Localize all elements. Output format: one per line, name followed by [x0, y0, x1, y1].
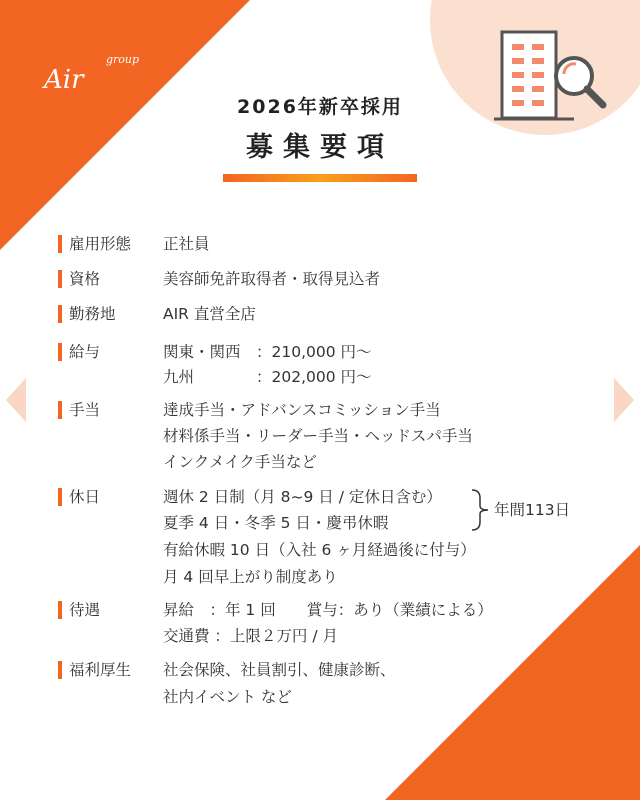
- row-value: 正社員: [163, 235, 210, 253]
- row-label: 勤務地: [69, 305, 116, 323]
- chevron-left-icon[interactable]: [6, 378, 26, 422]
- row-marker: [58, 401, 62, 419]
- annual-holidays-note: 年間113日: [494, 501, 571, 519]
- row-value: 夏季 4 日・冬季 5 日・慶弔休暇: [163, 514, 389, 532]
- row-value: 週休 2 日制（月 8~9 日 / 定休日含む）: [163, 488, 442, 506]
- row-marker: [58, 488, 62, 506]
- row-marker: [58, 235, 62, 253]
- row-value: 有給休暇 10 日（入社 6 ヶ月経過後に付与）: [163, 541, 476, 559]
- row-value: 月 4 回早上がり制度あり: [163, 568, 338, 586]
- row-value: 九州 ：202,000 円〜: [163, 368, 372, 386]
- row-value: 材料係手当・リーダー手当・ヘッドスパ手当: [163, 427, 473, 445]
- row-value: インクメイク手当など: [163, 453, 317, 471]
- decorative-triangle-bottom-right: [385, 545, 640, 800]
- row-value: 交通費 ：上限２万円 / 月: [163, 627, 339, 645]
- right-brace-icon: [470, 488, 494, 532]
- row-value: 美容師免許取得者・取得見込者: [163, 270, 381, 288]
- row-marker: [58, 305, 62, 323]
- brand-name: Air: [44, 65, 84, 95]
- row-value: 関東・関西 ：210,000 円〜: [163, 343, 372, 361]
- row-marker: [58, 661, 62, 679]
- brand-group-label: group: [106, 53, 140, 66]
- row-marker: [58, 601, 62, 619]
- row-value: 社会保険、社員割引、健康診断、: [163, 661, 396, 679]
- row-label: 給与: [69, 343, 101, 361]
- row-label: 福利厚生: [69, 661, 132, 679]
- row-label: 雇用形態: [69, 235, 132, 253]
- page-subtitle: 2026年新卒採用: [237, 96, 403, 118]
- row-marker: [58, 270, 62, 288]
- brand-logo: [44, 53, 140, 95]
- row-value: 社内イベント など: [163, 688, 292, 706]
- title-underline: [223, 174, 417, 182]
- row-label: 待遇: [69, 601, 101, 619]
- page-header: [0, 92, 640, 164]
- row-value: 昇給 ：年 1 回 賞与：あり（業績による）: [163, 601, 493, 619]
- chevron-right-icon[interactable]: [614, 378, 634, 422]
- row-label: 資格: [69, 270, 101, 288]
- row-label: 休日: [69, 488, 101, 506]
- page-title: 募集要項: [246, 132, 394, 163]
- row-value: 達成手当・アドバンスコミッション手当: [163, 401, 441, 419]
- row-label: 手当: [69, 401, 101, 419]
- row-marker: [58, 343, 62, 361]
- row-value: AIR 直営全店: [163, 305, 256, 323]
